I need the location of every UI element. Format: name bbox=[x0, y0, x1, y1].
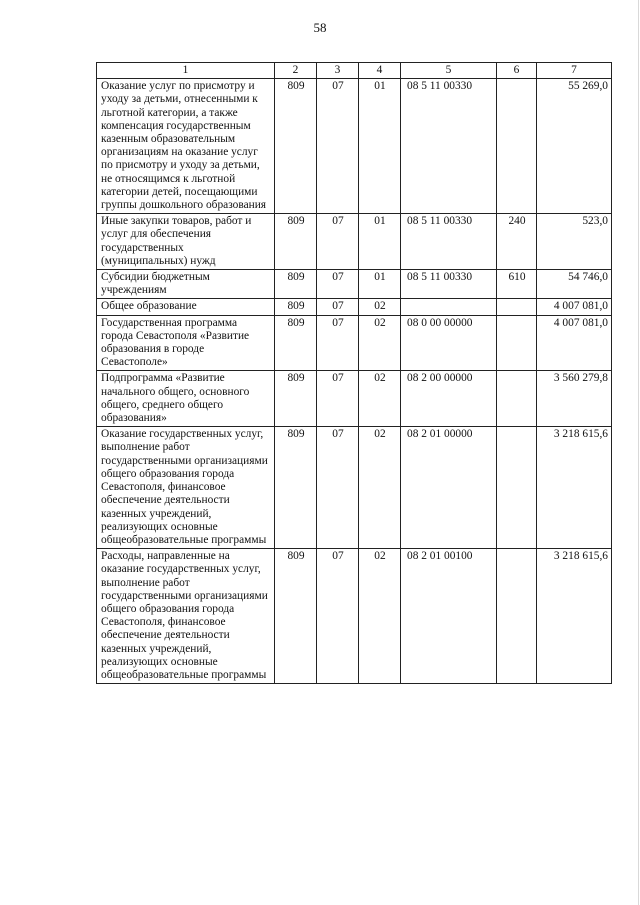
row-c4: 02 bbox=[359, 299, 401, 315]
row-name: Оказание услуг по присмотру и уходу за детьми, отнесенными к льготной категории, а также компенсация государственным казенным образовательным организациям на оказание услуг по присмотру и уходу за детьми, не относящимся к льготной категории детей, посещающими группы дошкольного образования bbox=[97, 79, 275, 214]
row-c2: 809 bbox=[275, 427, 317, 549]
row-c7: 4 007 081,0 bbox=[537, 315, 612, 371]
row-c7: 3 560 279,8 bbox=[537, 371, 612, 427]
row-c5: 08 5 11 00330 bbox=[401, 214, 497, 270]
row-c2: 809 bbox=[275, 299, 317, 315]
table-row bbox=[97, 427, 612, 549]
row-c6 bbox=[497, 549, 537, 684]
header-col-3: 3 bbox=[317, 63, 359, 79]
row-c6 bbox=[497, 427, 537, 549]
row-name: Субсидии бюджетным учреждениям bbox=[97, 270, 275, 299]
row-c2: 809 bbox=[275, 315, 317, 371]
header-col-2: 2 bbox=[275, 63, 317, 79]
row-c3: 07 bbox=[317, 79, 359, 214]
row-c3: 07 bbox=[317, 315, 359, 371]
row-c5: 08 5 11 00330 bbox=[401, 270, 497, 299]
row-name: Общее образование bbox=[97, 299, 275, 315]
table-row bbox=[97, 315, 612, 371]
row-c2: 809 bbox=[275, 371, 317, 427]
row-c7: 3 218 615,6 bbox=[537, 427, 612, 549]
row-c5: 08 2 00 00000 bbox=[401, 371, 497, 427]
row-c5: 08 2 01 00100 bbox=[401, 549, 497, 684]
row-c7: 3 218 615,6 bbox=[537, 549, 612, 684]
row-c3: 07 bbox=[317, 214, 359, 270]
budget-table bbox=[96, 62, 612, 684]
table-row bbox=[97, 371, 612, 427]
row-c3: 07 bbox=[317, 371, 359, 427]
row-c6 bbox=[497, 315, 537, 371]
header-col-7: 7 bbox=[537, 63, 612, 79]
row-name: Расходы, направленные на оказание государственных услуг, выполнение работ государственными организациями общего образования города Севастополя, финансовое обеспечение деятельности казенных учреждений, реализующих основные общеобразовательные программы bbox=[97, 549, 275, 684]
row-c5 bbox=[401, 299, 497, 315]
row-c7: 4 007 081,0 bbox=[537, 299, 612, 315]
row-c7: 55 269,0 bbox=[537, 79, 612, 214]
row-c7: 54 746,0 bbox=[537, 270, 612, 299]
row-c3: 07 bbox=[317, 427, 359, 549]
row-c6 bbox=[497, 371, 537, 427]
row-c4: 02 bbox=[359, 315, 401, 371]
row-c3: 07 bbox=[317, 299, 359, 315]
page-number: 58 bbox=[313, 20, 327, 35]
header-col-6: 6 bbox=[497, 63, 537, 79]
table-row bbox=[97, 549, 612, 684]
table-row bbox=[97, 79, 612, 214]
row-c6: 610 bbox=[497, 270, 537, 299]
row-c4: 01 bbox=[359, 270, 401, 299]
row-c4: 02 bbox=[359, 427, 401, 549]
table-row bbox=[97, 214, 612, 270]
row-c2: 809 bbox=[275, 549, 317, 684]
header-col-4: 4 bbox=[359, 63, 401, 79]
row-c6 bbox=[497, 79, 537, 214]
row-c4: 02 bbox=[359, 371, 401, 427]
row-c5: 08 0 00 00000 bbox=[401, 315, 497, 371]
row-c2: 809 bbox=[275, 79, 317, 214]
row-c3: 07 bbox=[317, 270, 359, 299]
table-row bbox=[97, 270, 612, 299]
table-row bbox=[97, 299, 612, 315]
row-name: Подпрограмма «Развитие начального общего, основного общего, среднего общего образования» bbox=[97, 371, 275, 427]
row-c4: 01 bbox=[359, 79, 401, 214]
header-row bbox=[97, 63, 612, 79]
row-c3: 07 bbox=[317, 549, 359, 684]
row-c4: 02 bbox=[359, 549, 401, 684]
header-col-5: 5 bbox=[401, 63, 497, 79]
row-c6 bbox=[497, 299, 537, 315]
header-col-1: 1 bbox=[97, 63, 275, 79]
row-c5: 08 2 01 00000 bbox=[401, 427, 497, 549]
row-c5: 08 5 11 00330 bbox=[401, 79, 497, 214]
row-name: Государственная программа города Севастополя «Развитие образования в городе Севастополе» bbox=[97, 315, 275, 371]
row-name: Оказание государственных услуг, выполнение работ государственными организациями общего образования города Севастополя, финансовое обеспечение деятельности казенных учреждений, реализующих основные общеобразовательные программы bbox=[97, 427, 275, 549]
row-c6: 240 bbox=[497, 214, 537, 270]
scan-edge-divider bbox=[638, 0, 639, 905]
row-name: Иные закупки товаров, работ и услуг для обеспечения государственных (муниципальных) нужд bbox=[97, 214, 275, 270]
row-c7: 523,0 bbox=[537, 214, 612, 270]
row-c2: 809 bbox=[275, 214, 317, 270]
row-c4: 01 bbox=[359, 214, 401, 270]
row-c2: 809 bbox=[275, 270, 317, 299]
